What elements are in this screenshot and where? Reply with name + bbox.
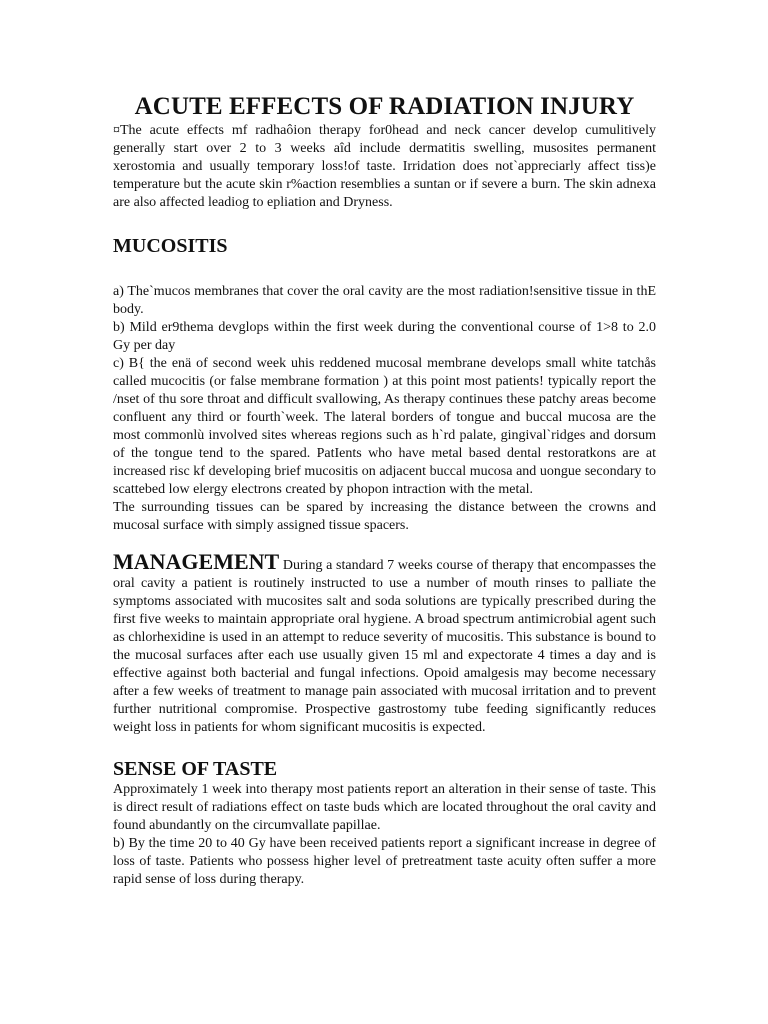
taste-paragraph-b: b) By the time 20 to 40 Gy have been received patients report a significant increase in degree of loss of taste. Patients who possess higher level of pretreatment taste acuity often suffer a more rapid sense of loss during therapy. <box>113 836 656 887</box>
mucositis-paragraph-c: c) B{ the enä of second week uhis reddened mucosal membrane develops small white tatchås called mucocitis (or false membrane formation ) at this point most patients! typically report the /nset of thu sore throat and difficult svallowing, As therapy continues these patchy areas become confluent any third or fourth`week. The lateral borders of tongue and buccal mucosa are the most commonlù involved sites whereas regions such as h`rd palate, gingival`ridges and dorsum of the tongue tend to the spared. PatIents who have metal based dental restoratkons are at increased risc kf developing brief mucositis on adjacent buccal mucosa and uongue secondary to scattebed low elergy electrons created by phopon intraction with the metal. <box>113 356 656 497</box>
management-heading: MANAGEMENT <box>113 549 280 574</box>
taste-section <box>113 781 656 889</box>
mucositis-heading: MUCOSITIS <box>113 235 228 257</box>
document-title: ACUTE EFFECTS OF RADIATION INJURY <box>134 93 635 120</box>
intro-paragraph: ¤The acute effects mf radhaôion therapy for0head and neck cancer develop cumulitively generally start over 2 to 3 weeks aîd include dermatitis swelling, musosites permanent xerostomia and usually temporary loss!of taste. Irridation does not`appreciarly affect tiss)e temperature but the acute skin r%action resemblies a suntan or if severe a burn. The skin adnexa are also affected leadiog to epliation and Dryness. <box>113 123 656 210</box>
mucositis-paragraph-spacers: The surrounding tissues can be spared by increasing the distance between the crowns and mucosal surface with simply assigned tissue spacers. <box>113 500 656 533</box>
management-paragraph <box>113 549 657 737</box>
management-text: During a standard 7 weeks course of therapy that encompasses the oral cavity a patient is routinely instructed to use a number of mouth rinses to palliate the symptoms associated with mucosites salt and soda solutions are typically prescribed during the first five weeks to maintain appropriate oral hygiene. A broad spectrum antimicrobial agent such as chlorhexidine is used in an attempt to reduce severity of mucositis. This substance is bound to the mucosal surfaces after each use usually given 15 ml and expectorate 4 times a day and is effective against both bacterial and fungal infections. Opoid amalgesis may become necessary after a few weeks of treatment to manage pain associated with mucosal irritation and to prevent further nutritional compromise. Prospective gastrostomy tube feeding significantly reduces weight loss in patients for whom significant mucositis is expected. <box>113 558 657 735</box>
mucositis-paragraph-a: a) The`mucos membranes that cover the oral cavity are the most radiation!sensitive tissue in thE body. <box>113 284 656 317</box>
taste-heading: SENSE OF TASTE <box>113 758 278 780</box>
document-page <box>113 92 656 889</box>
mucositis-paragraph-b: b) Mild er9thema devglops within the first week during the conventional course of 1>8 to 2.0 Gy per day <box>113 320 656 353</box>
mucositis-section <box>113 283 656 535</box>
taste-paragraph-1: Approximately 1 week into therapy most patients report an alteration in their sense of taste. This is direct result of radiations effect on taste buds which are located throughout the oral cavity and found abundantly on the circumvallate papillae. <box>113 782 656 833</box>
